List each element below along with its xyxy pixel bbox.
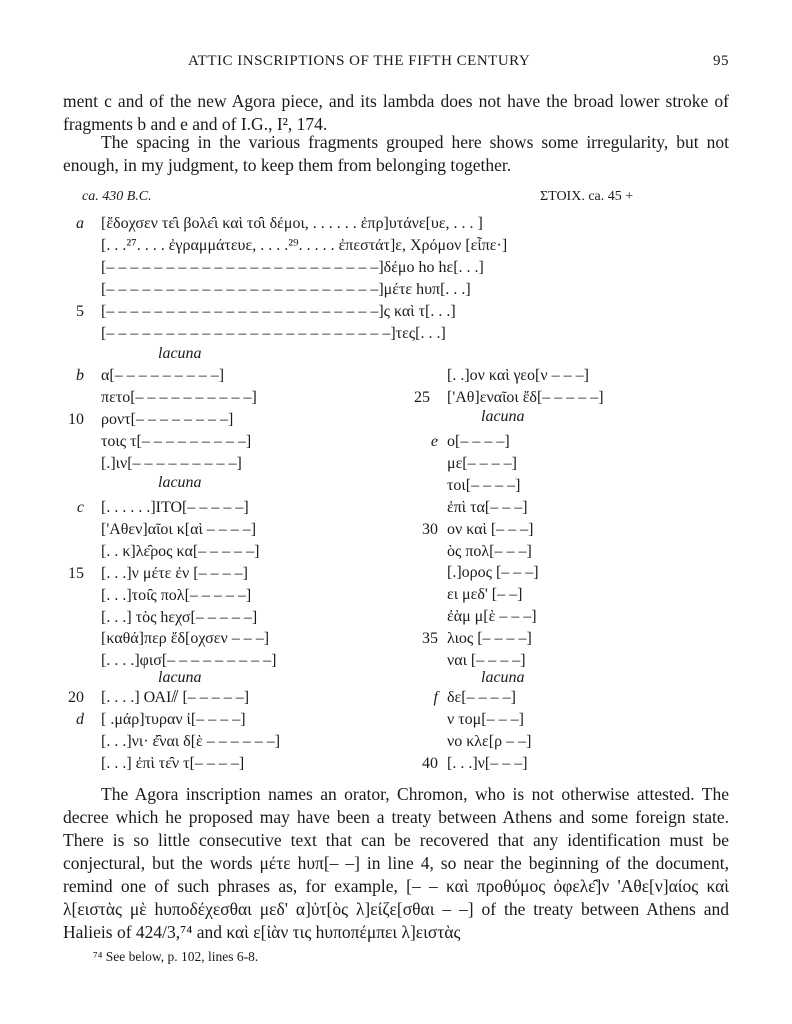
line-text: ο[– – – –] (447, 433, 510, 450)
line-text: [. . .²⁷. . . . ἐγραμμάτευε, . . . .²⁹. . . . . ἐπεστάτ]ε, Χρόμον [εἶπε·] (101, 236, 508, 254)
line-text: [– – – – – – – – – – – – – – – – – – – – – – – –]τες[. . .] (101, 324, 446, 342)
line-label: 15 (68, 564, 84, 582)
line-text: ἐπὶ τα[– – –] (447, 498, 528, 516)
lacuna-label: lacuna (481, 669, 525, 686)
lacuna-label: lacuna (158, 345, 202, 362)
line-text: πετο[– – – – – – – – – –] (101, 388, 257, 406)
line-text: ον καὶ [– – –] (447, 520, 534, 538)
line-text: [. . .] τὸς hεχσ[– – – – –] (101, 608, 258, 626)
line-text: [.]ιν[– – – – – – – – –] (101, 454, 242, 472)
line-label: 40 (422, 754, 438, 772)
line-text: [. . . .] ΟΑΙ⫽ [– – – – –] (101, 689, 250, 706)
paragraph-2: The spacing in the various fragments grouped here shows some irregularity, but not enough, in my judgment, to keep them from belonging together. (63, 132, 729, 175)
line-text: ν τομ[– – –] (447, 710, 524, 728)
line-label: f (433, 689, 438, 706)
line-text: ροντ[– – – – – – – –] (101, 410, 234, 428)
line-label: 35 (422, 630, 438, 648)
line-text: [. . .] ἐπὶ τε̑ν τ[– – – –] (101, 754, 245, 772)
line-label: 30 (422, 520, 438, 538)
line-text: με[– – – –] (447, 454, 517, 472)
footnote: ⁷⁴ See below, p. 102, lines 6-8. (93, 949, 259, 964)
stoich-label: ΣΤΟΙΧ. ca. 45 + (540, 189, 634, 204)
line-text: ναι [– – – –] (447, 652, 526, 669)
line-text: ἐὰμ μ[ὲ – – –] (447, 608, 537, 626)
line-text: [. . . . . .]ΙΤΟ[– – – – –] (101, 499, 249, 516)
line-text: ὸς πολ[– – –] (447, 542, 532, 560)
line-text: [– – – – – – – – – – – – – – – – – – – – – – –]μέτε hυπ[. . .] (101, 280, 471, 298)
line-text: [. . . .]φισ[– – – – – – – – –] (101, 652, 277, 670)
line-text: ει μεδ' [– –] (447, 586, 523, 604)
line-text: [ἔδοχσεν τε̑ι βολε̑ι καὶ το̑ι δέμοι, . . . . . . ἐπρ]υτάνε[υε, . . . ] (101, 215, 483, 232)
line-text: [καθά]περ ἔδ[οχσεν – – –] (101, 630, 270, 648)
line-text: τοις τ[– – – – – – – – –] (101, 432, 252, 450)
line-text: [– – – – – – – – – – – – – – – – – – – – – – –]ς καὶ τ[. . .] (101, 302, 456, 320)
paragraph-3: The Agora inscription names an orator, Chromon, who is not otherwise attested. The decree which he proposed may have been a treaty between Athens and some foreign state. There is so little consecutive text that can be recovered that any identification must be conjectural, but the words μέτε hυπ[– –] in line 4, so near the beginning of the document, remind one of such phrases as, for example, [– – καὶ προθύμος ὀφελε̑]ν 'Αθε[ν]αίος καὶ λ[ειστὰς μὲ hυποδέχεσθαι μεδ' α]ὐτ[ὸς λ]είζε[σθαι – –] of the treaty between Athens and Halieis of 424/3,⁷⁴ and καὶ ε[ἰὰν τις hυποπέμπει λ]ειστὰς (63, 784, 729, 942)
line-text: [. . .]ν μέτε ἐν [– – – –] (101, 564, 248, 582)
line-text: [. .]ον καὶ γεο[ν – – –] (447, 367, 589, 384)
line-label: c (76, 499, 84, 516)
lacuna-label: lacuna (158, 474, 202, 491)
lacuna-label: lacuna (158, 669, 202, 686)
line-label: b (76, 367, 84, 384)
line-label: 5 (76, 302, 84, 320)
date-label: ca. 430 B.C. (82, 189, 152, 204)
line-text: [. . .]νι· ἐ̑ναι δ[ὲ – – – – – –] (101, 732, 281, 750)
line-text: ['Αθεν]αῖοι κ[αὶ – – – –] (101, 520, 257, 538)
line-text: [. . κ]λε̑ρος κα[– – – – –] (101, 542, 260, 560)
lacuna-label: lacuna (481, 408, 525, 425)
line-text: λιος [– – – –] (447, 630, 532, 648)
line-label: d (76, 710, 84, 728)
line-text: [– – – – – – – – – – – – – – – – – – – – – – –]δέμο ho hε[. . .] (101, 258, 484, 276)
line-label: 20 (68, 689, 84, 706)
line-label: a (76, 215, 84, 232)
paragraph-1: ment c and of the new Agora piece, and its lambda does not have the broad lower stroke of fragments b and e and of I.G., I², 174. (63, 91, 729, 134)
line-text: α[– – – – – – – – –] (101, 367, 225, 384)
line-text: ['Αθ]εναῖοι ἔδ[– – – – –] (447, 388, 604, 406)
line-text: τοι[– – – –] (447, 476, 521, 494)
line-text: [.]ορος [– – –] (447, 564, 539, 582)
line-text: [. . .]τοι̑ς πολ[– – – – –] (101, 586, 252, 604)
line-text: δε[– – – –] (447, 689, 516, 706)
line-label: 25 (414, 388, 430, 406)
page-number: 95 (713, 53, 729, 69)
line-text: [ .μάρ]τυραν ἰ[– – – –] (101, 710, 246, 728)
line-label: 10 (68, 410, 84, 428)
line-text: [. . .]ν[– – –] (447, 754, 528, 772)
running-header: ATTIC INSCRIPTIONS OF THE FIFTH CENTURY (188, 53, 531, 69)
line-label: e (430, 433, 438, 450)
line-text: νο κλε[ρ – –] (447, 732, 532, 750)
